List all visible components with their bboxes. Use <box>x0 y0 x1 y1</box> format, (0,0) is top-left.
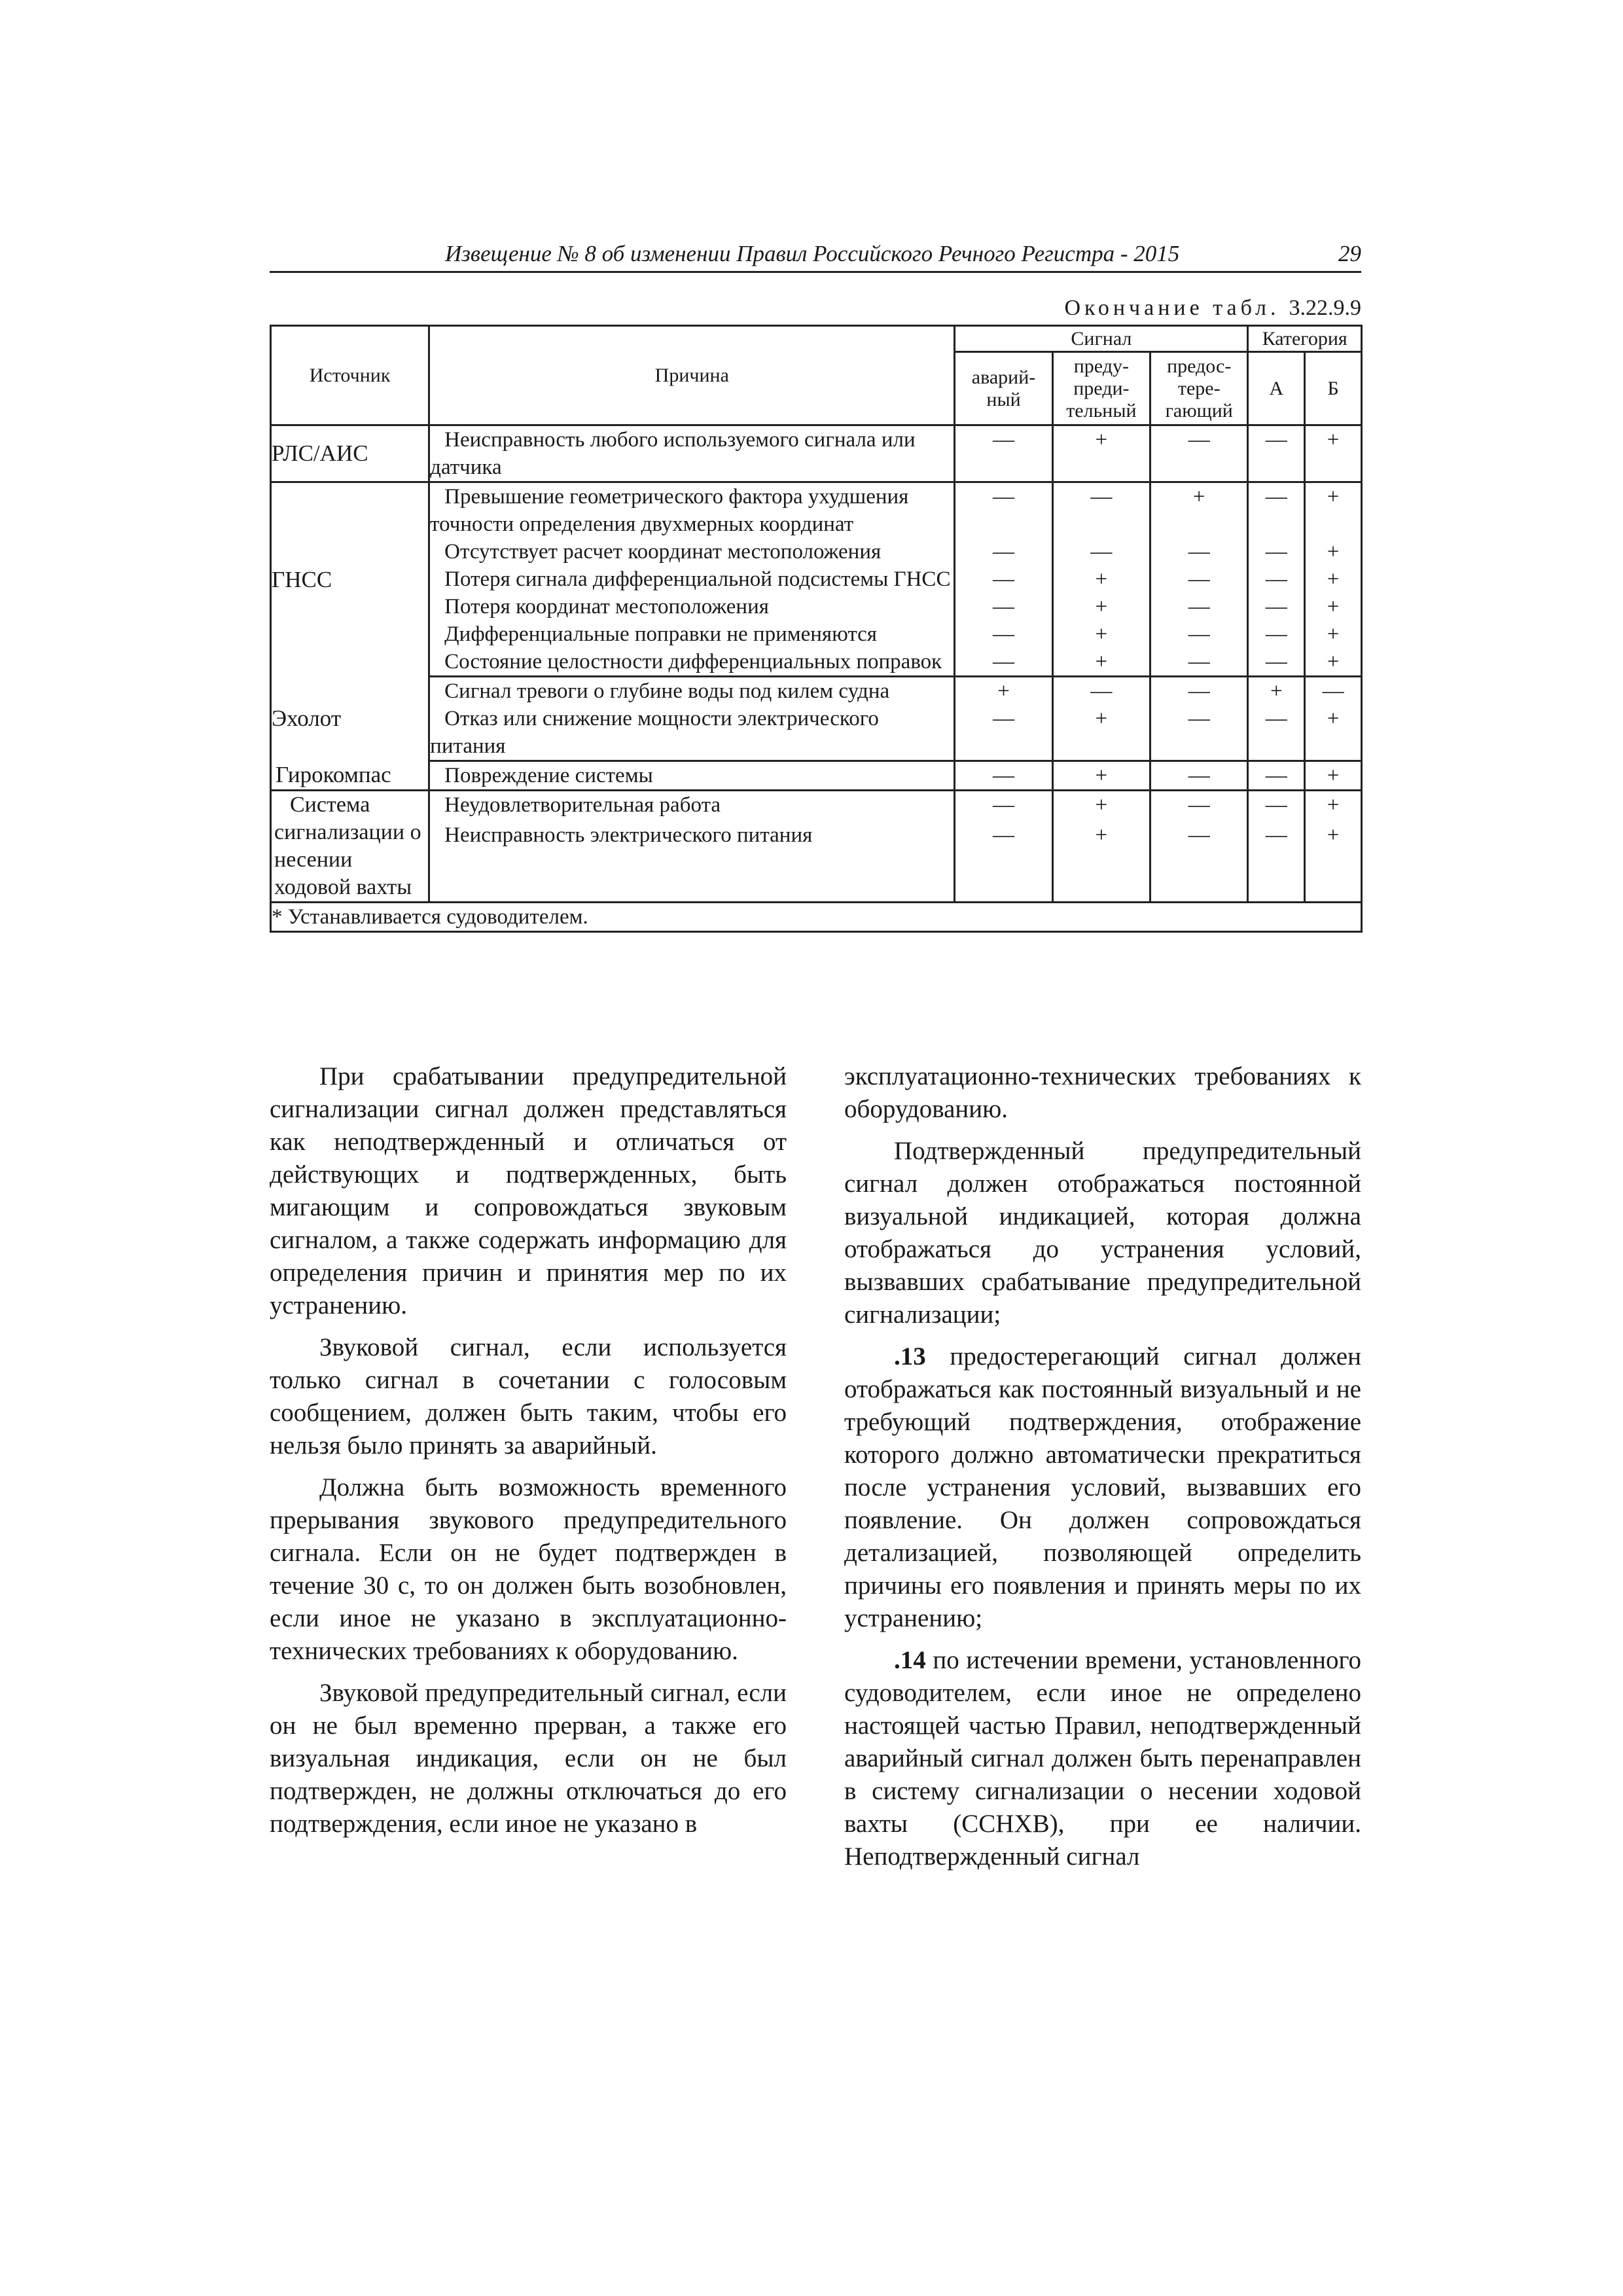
header-warning: преду-преди-тельный <box>1052 352 1150 425</box>
table-row <box>271 425 1362 482</box>
header-cat-a: А <box>1248 352 1305 425</box>
mark-cell: + <box>1052 791 1150 821</box>
mark-cell: + <box>955 677 1052 706</box>
table-row <box>271 761 1362 791</box>
paragraph: Подтвержденный предупредительный сигнал должен отображаться постоянной визуальной индикацией, которая должна отображаться до устранения условий, вызвавших срабатывание предупредительной сигнализации; <box>844 1137 1361 1329</box>
mark-cell: + <box>1305 620 1362 648</box>
mark-cell: — <box>1248 821 1305 903</box>
mark-cell: — <box>1248 761 1305 791</box>
mark-cell: — <box>1248 538 1305 565</box>
table-caption-number: 3.22.9.9 <box>1289 296 1361 320</box>
mark-cell: — <box>955 425 1052 482</box>
mark-cell: — <box>1052 482 1150 539</box>
table-row <box>271 705 1362 761</box>
mark-cell: — <box>955 761 1052 791</box>
cause-cell: Дифференциальные поправки не применяются <box>429 620 955 648</box>
table-caption <box>1065 296 1362 321</box>
cause-cell: Сигнал тревоги о глубине воды под килем судна <box>429 677 955 706</box>
header-signal: Сигнал <box>955 326 1248 352</box>
mark-cell: + <box>1305 791 1362 821</box>
header-category: Категория <box>1248 326 1362 352</box>
mark-cell: — <box>955 705 1052 761</box>
header-cat-b: Б <box>1305 352 1362 425</box>
mark-cell: — <box>955 791 1052 821</box>
mark-cell: + <box>1150 482 1248 539</box>
mark-cell: + <box>1052 620 1150 648</box>
mark-cell: — <box>1150 425 1248 482</box>
header-source: Источник <box>271 326 429 425</box>
cause-cell: Неисправность электрического питания <box>429 821 955 903</box>
header-cause: Причина <box>429 326 955 425</box>
table-footnote: * Устанавливается судоводителем. <box>271 903 1362 932</box>
mark-cell: + <box>1052 761 1150 791</box>
running-header <box>270 241 1361 273</box>
mark-cell: + <box>1052 705 1150 761</box>
cause-cell: Состояние целостности дифференциальных поправок <box>429 648 955 677</box>
header-caution: предос-тере-гающий <box>1150 352 1248 425</box>
mark-cell: — <box>1150 620 1248 648</box>
mark-cell: — <box>1150 791 1248 821</box>
mark-cell: — <box>1150 593 1248 620</box>
paragraph: Звуковой предупредительный сигнал, если он не был временно прерван, а также его визуальная индикация, если он не был подтвержден, не должны отключаться до его подтверждения, если иное не указано в <box>270 1679 787 1838</box>
mark-cell: — <box>1052 677 1150 706</box>
source-cell: Система сигнализации о несении ходовой вахты <box>271 791 429 903</box>
header-title: Извещение № 8 об изменении Правил Российского Речного Регистра - 2015 <box>445 241 1180 266</box>
mark-cell: — <box>955 482 1052 539</box>
mark-cell: — <box>955 593 1052 620</box>
mark-cell: + <box>1052 593 1150 620</box>
mark-cell: — <box>1248 593 1305 620</box>
mark-cell: — <box>955 620 1052 648</box>
mark-cell: — <box>1248 648 1305 677</box>
mark-cell: — <box>955 565 1052 593</box>
mark-cell: + <box>1305 538 1362 565</box>
item-text: по истечении времени, установленного судоводителем, если иное не определено настоящей частью Правил, неподтвержденный аварийный сигнал должен быть перенаправлен в систему сигнализации о несении ходовой вахты (ССНХВ), при ее наличии. Неподтвержденный сигнал <box>844 1646 1361 1871</box>
mark-cell: — <box>1248 791 1305 821</box>
cause-cell: Превышение геометрического фактора ухудшения точности определения двухмерных координат <box>429 482 955 539</box>
source-cell: РЛС/АИС <box>271 425 429 482</box>
header-alarm: аварий-ный <box>955 352 1052 425</box>
mark-cell: — <box>1248 705 1305 761</box>
page-number: 29 <box>1338 241 1361 266</box>
source-cell: Эхолот <box>271 677 429 761</box>
mark-cell: + <box>1052 565 1150 593</box>
mark-cell: — <box>1248 620 1305 648</box>
paragraph: Должна быть возможность временного прерывания звукового предупредительного сигнала. Если он не будет подтвержден в течение 30 с, то он должен быть возобновлен, если иное не указано в эксплуатационно-технических требованиях к оборудованию. <box>270 1473 787 1665</box>
mark-cell: + <box>1305 425 1362 482</box>
mark-cell: — <box>1248 482 1305 539</box>
table-row <box>271 593 1362 620</box>
paragraph: эксплуатационно-технических требованиях к оборудованию. <box>844 1062 1361 1123</box>
table-row <box>271 791 1362 821</box>
mark-cell: — <box>955 648 1052 677</box>
source-cell: ГНСС <box>271 482 429 677</box>
mark-cell: — <box>1150 677 1248 706</box>
mark-cell: — <box>1248 425 1305 482</box>
table-row <box>271 565 1362 593</box>
table-row <box>271 538 1362 565</box>
mark-cell: + <box>1305 593 1362 620</box>
paragraph: При срабатывании предупредительной сигнализации сигнал должен представляться как неподтвержденный и отличаться от действующих и подтвержденных, быть мигающим и сопровождаться звуковым сигналом, а также содержать информацию для определения причин и принятия мер по их устранению. <box>270 1062 787 1319</box>
mark-cell: + <box>1052 425 1150 482</box>
table-row <box>271 648 1362 677</box>
source-cell: Гирокомпас <box>271 761 429 791</box>
left-column <box>270 1060 787 1850</box>
footnote-row <box>271 903 1362 932</box>
mark-cell: — <box>955 821 1052 903</box>
mark-cell: — <box>1150 565 1248 593</box>
cause-cell: Потеря сигнала дифференциальной подсистемы ГНСС <box>429 565 955 593</box>
mark-cell: + <box>1305 761 1362 791</box>
table-row <box>271 482 1362 539</box>
mark-cell: + <box>1305 565 1362 593</box>
cause-cell: Потеря координат местоположения <box>429 593 955 620</box>
item-13 <box>844 1340 1361 1635</box>
mark-cell: — <box>1150 821 1248 903</box>
item-14 <box>844 1644 1361 1873</box>
mark-cell: — <box>1052 538 1150 565</box>
mark-cell: + <box>1248 677 1305 706</box>
paragraph: Звуковой сигнал, если используется только сигнал в сочетании с голосовым сообщением, должен быть таким, чтобы его нельзя было принять за аварийный. <box>270 1333 787 1460</box>
cause-cell: Отсутствует расчет координат местоположения <box>429 538 955 565</box>
mark-cell: + <box>1052 648 1150 677</box>
cause-cell: Повреждение системы <box>429 761 955 791</box>
cause-cell: Отказ или снижение мощности электрического питания <box>429 705 955 761</box>
mark-cell: — <box>1305 677 1362 706</box>
mark-cell: — <box>1150 648 1248 677</box>
mark-cell: + <box>1305 482 1362 539</box>
item-text: предостерегающий сигнал должен отображаться как постоянный визуальный и не требующий подтверждения, отображение которого должно автоматически прекратиться после устранения условий, вызвавших его появление. Он должен сопровождаться детализацией, позволяющей определить причины его появления и принять меры по их устранению; <box>844 1342 1361 1632</box>
mark-cell: + <box>1305 821 1362 903</box>
mark-cell: — <box>1150 705 1248 761</box>
table-row <box>271 620 1362 648</box>
table-row <box>271 821 1362 903</box>
signals-table <box>270 325 1363 933</box>
mark-cell: — <box>1150 538 1248 565</box>
right-column <box>844 1060 1361 1882</box>
mark-cell: + <box>1305 705 1362 761</box>
item-number: .14 <box>894 1646 926 1674</box>
cause-cell: Неисправность любого используемого сигнала или датчика <box>429 425 955 482</box>
mark-cell: + <box>1305 648 1362 677</box>
mark-cell: + <box>1052 821 1150 903</box>
item-number: .13 <box>894 1342 926 1371</box>
table-row <box>271 677 1362 706</box>
cause-cell: Неудовлетворительная работа <box>429 791 955 821</box>
mark-cell: — <box>955 538 1052 565</box>
mark-cell: — <box>1150 761 1248 791</box>
table-caption-label: Окончание табл. <box>1064 296 1280 320</box>
mark-cell: — <box>1248 565 1305 593</box>
